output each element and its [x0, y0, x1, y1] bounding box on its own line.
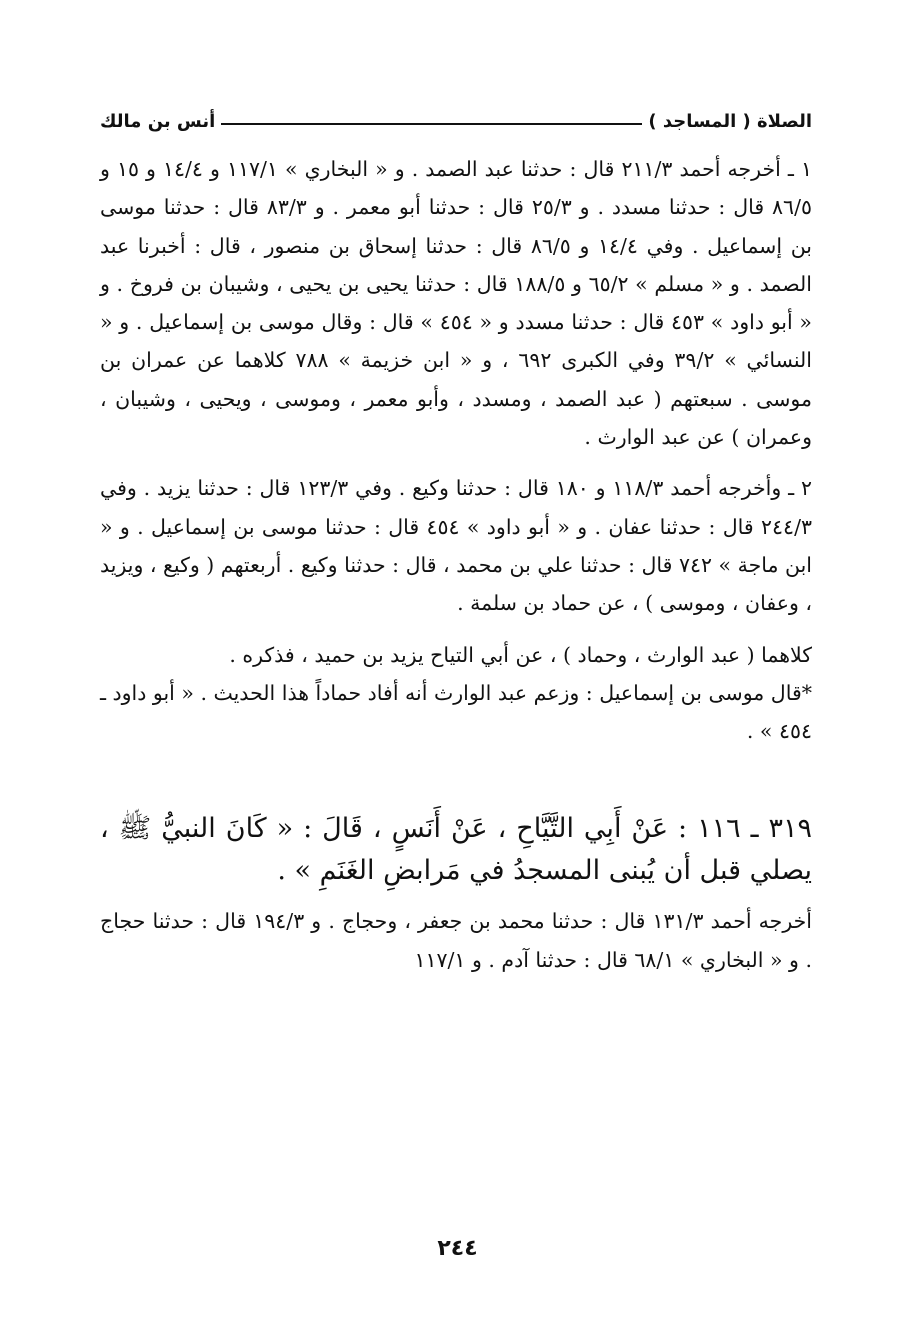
- footnote-paragraph: *قال موسى بن إسماعيل : وزعم عبد الوارث أنه أفاد حماداً هذا الحديث . « أبو داود ـ ٤٥٤ » .: [99, 680, 812, 744]
- hadith-isnad: : عَنْ أَبِي التَّيَّاحِ ، عَنْ أَنَسٍ ، قَالَ :: [303, 813, 688, 845]
- header-rule: [221, 123, 642, 125]
- page-number: ٢٤٤: [437, 1236, 478, 1261]
- takhrij-paragraph-2: ٢ ـ وأخرجه أحمد ١١٨/٣ و ١٨٠ قال : حدثنا وكيع . وفي ١٢٣/٣ قال : حدثنا يزيد . وفي ٢٤٤/٣ قال : حدثنا عفان . و « أبو داود » ٤٥٤ قال : حدثنا موسى بن إسماعيل . و « ابن ماجة » ٧٤٢ قال : حدثنا علي بن محمد ، قال : حدثنا وكيع . أربعتهم ( وكيع ، ويزيد ، وعفان ، وموسى ) ، عن حماد بن سلمة .: [99, 476, 812, 616]
- hadith-takhrij: أخرجه أحمد ١٣١/٣ قال : حدثنا محمد بن جعفر ، وحجاج . و ١٩٤/٣ قال : حدثنا حجاج . و « البخاري » ٦٨/١ قال : حدثنا آدم . و ١١٧/١: [100, 909, 813, 972]
- summary-paragraph: كلاهما ( عبد الوارث ، وحماد ) ، عن أبي التياح يزيد بن حميد ، فذكره .: [229, 642, 812, 667]
- page-body: [100, 150, 812, 979]
- running-header: [100, 98, 812, 132]
- hadith-number: ٣١٩ ـ ١١٦: [697, 813, 812, 845]
- hadith-text: [100, 808, 812, 892]
- header-chapter-title: الصلاة ( المساجد ): [648, 111, 812, 132]
- takhrij-paragraph-1: ١ ـ أخرجه أحمد ٢١١/٣ قال : حدثنا عبد الصمد . و « البخاري » ١١٧/١ و ١٤/٤ و ١٥ و ٨٦/٥ قال : حدثنا مسدد . و ٢٥/٣ قال : حدثنا أبو معمر . و ٨٣/٣ قال : حدثنا موسى بن إسماعيل . وفي ١٤/٤ و ٨٦/٥ قال : حدثنا إسحاق بن منصور ، قال : أخبرنا عبد الصمد . و « مسلم » ٦٥/٢ و ١٨٨/٥ قال : حدثنا يحيى بن يحيى ، وشيبان بن فروخ . و « أبو داود » ٤٥٣ قال : حدثنا مسدد و « ٤٥٤ » قال : وقال موسى بن إسماعيل . و « النسائي » ٣٩/٢ وفي الكبرى ٦٩٢ ، و « ابن خزيمة » ٧٨٨ كلاهما عن عمران بن موسى . سبعتهم ( عبد الصمد ، ومسدد ، وأبو معمر ، وموسى ، ويحيى ، وشيبان ، وعمران ) عن عبد الوارث .: [100, 157, 812, 450]
- hadith-matn: « كَانَ النبيُّ ﷺ ، يصلي قبل أن يُبنى المسجدُ في مَرابضِ الغَنَمِ » .: [100, 813, 812, 887]
- header-companion-name: أنس بن مالك: [100, 111, 216, 132]
